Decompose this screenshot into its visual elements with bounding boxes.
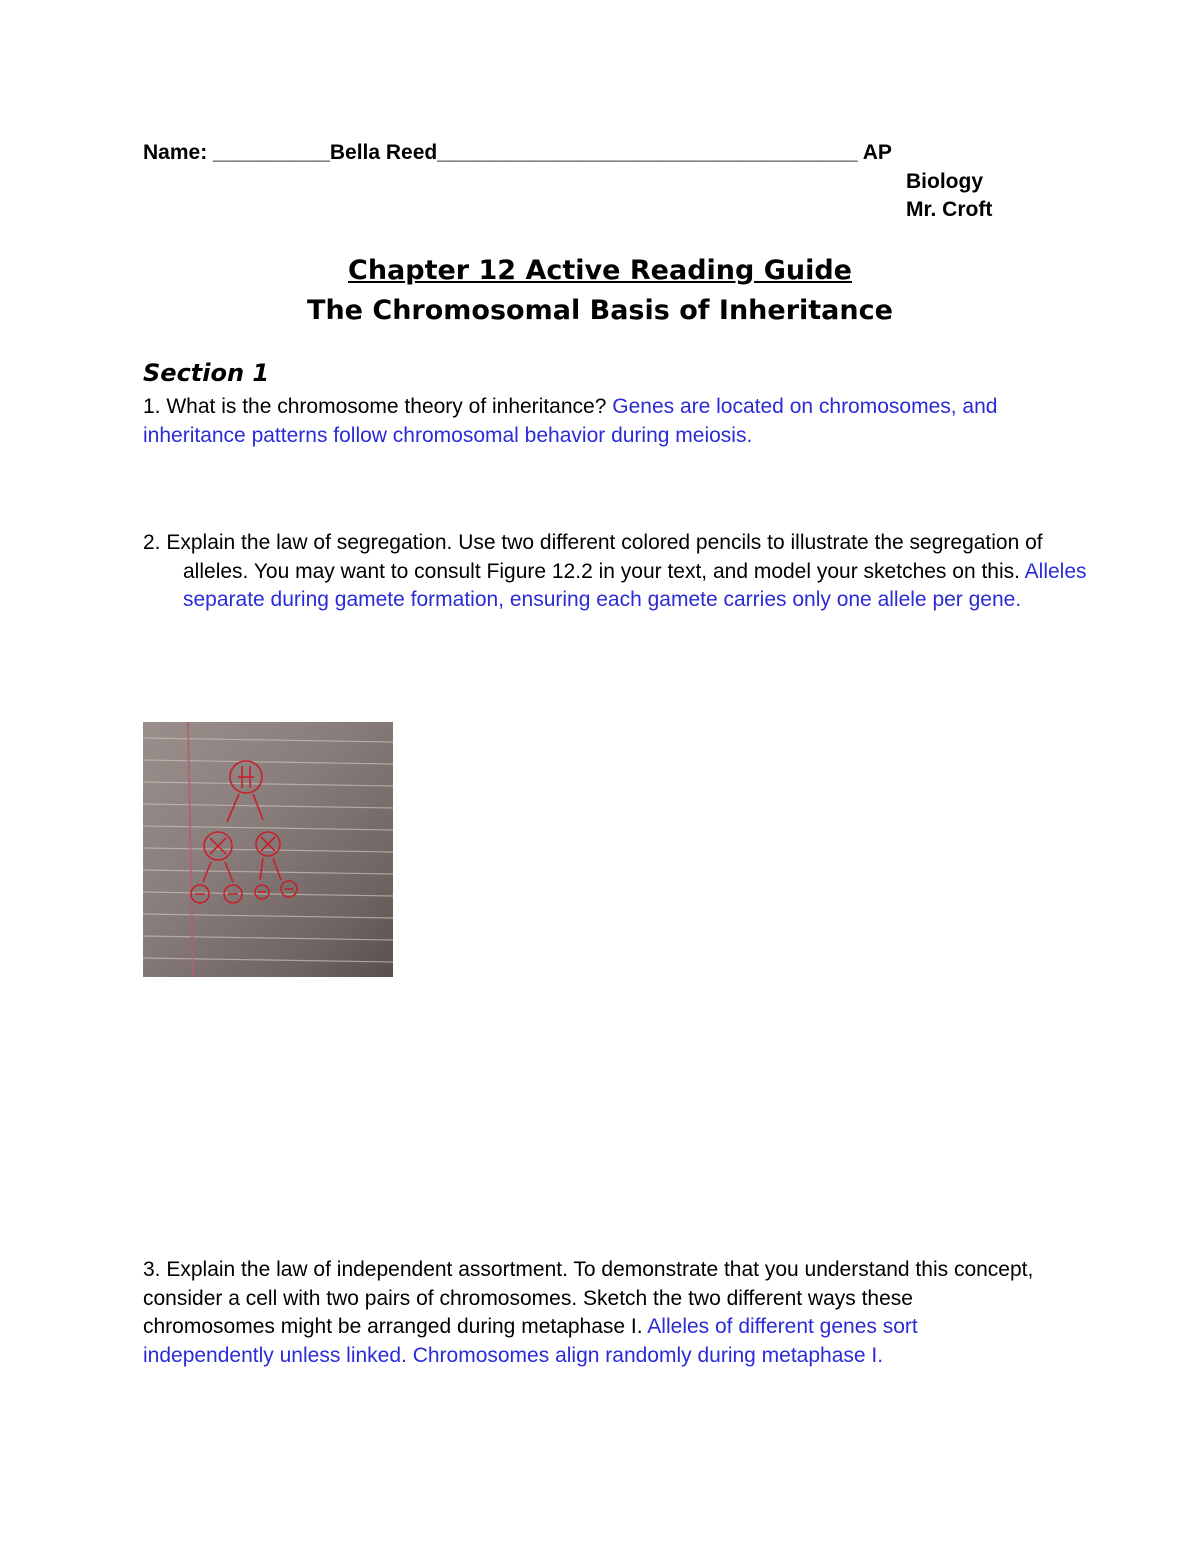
name-line: Name: __________Bella Reed____________________________________ AP bbox=[143, 141, 892, 164]
question-1-answer: Genes are located on chromosomes, and inheritance patterns follow chromosomal behavior during meiosis. bbox=[143, 395, 998, 447]
section-heading: Section 1 bbox=[143, 359, 270, 387]
course-biology: Biology bbox=[906, 170, 983, 193]
teacher-name: Mr. Croft bbox=[906, 198, 993, 221]
student-name: Bella Reed bbox=[329, 141, 438, 164]
name-label: Name: bbox=[143, 141, 208, 164]
question-2-answer: Alleles separate during gamete formation, ensuring each gamete carries only one allele per gene. bbox=[183, 559, 1087, 611]
question-1 bbox=[143, 393, 1073, 450]
question-2-prompt: 2. Explain the law of segregation. Use two different colored pencils to illustrate the segregation of alleles. You may want to consult Figure 12.2 in your text, and model your sketches on this. bbox=[143, 531, 1043, 583]
notebook-lines bbox=[143, 738, 393, 962]
question-2 bbox=[143, 529, 1103, 615]
sketch-drawing bbox=[143, 722, 393, 977]
question-1-prompt: 1. What is the chromosome theory of inheritance? bbox=[143, 395, 607, 418]
segregation-sketch-photo bbox=[143, 722, 393, 977]
chapter-subtitle: The Chromosomal Basis of Inheritance bbox=[307, 295, 893, 326]
question-3-prompt: 3. Explain the law of independent assortment. To demonstrate that you understand this concept, consider a cell with two pairs of chromosomes. Sketch the two different ways these chromosomes might be arranged during metaphase I. bbox=[143, 1258, 1034, 1338]
course-info bbox=[906, 168, 992, 224]
sketch-ink bbox=[191, 761, 297, 903]
question-3-answer: Alleles of different genes sort independently unless linked. Chromosomes align randomly during metaphase I. bbox=[143, 1315, 918, 1367]
question-3 bbox=[143, 1256, 1043, 1370]
chapter-title: Chapter 12 Active Reading Guide bbox=[348, 255, 852, 286]
course-ap: AP bbox=[862, 141, 892, 164]
